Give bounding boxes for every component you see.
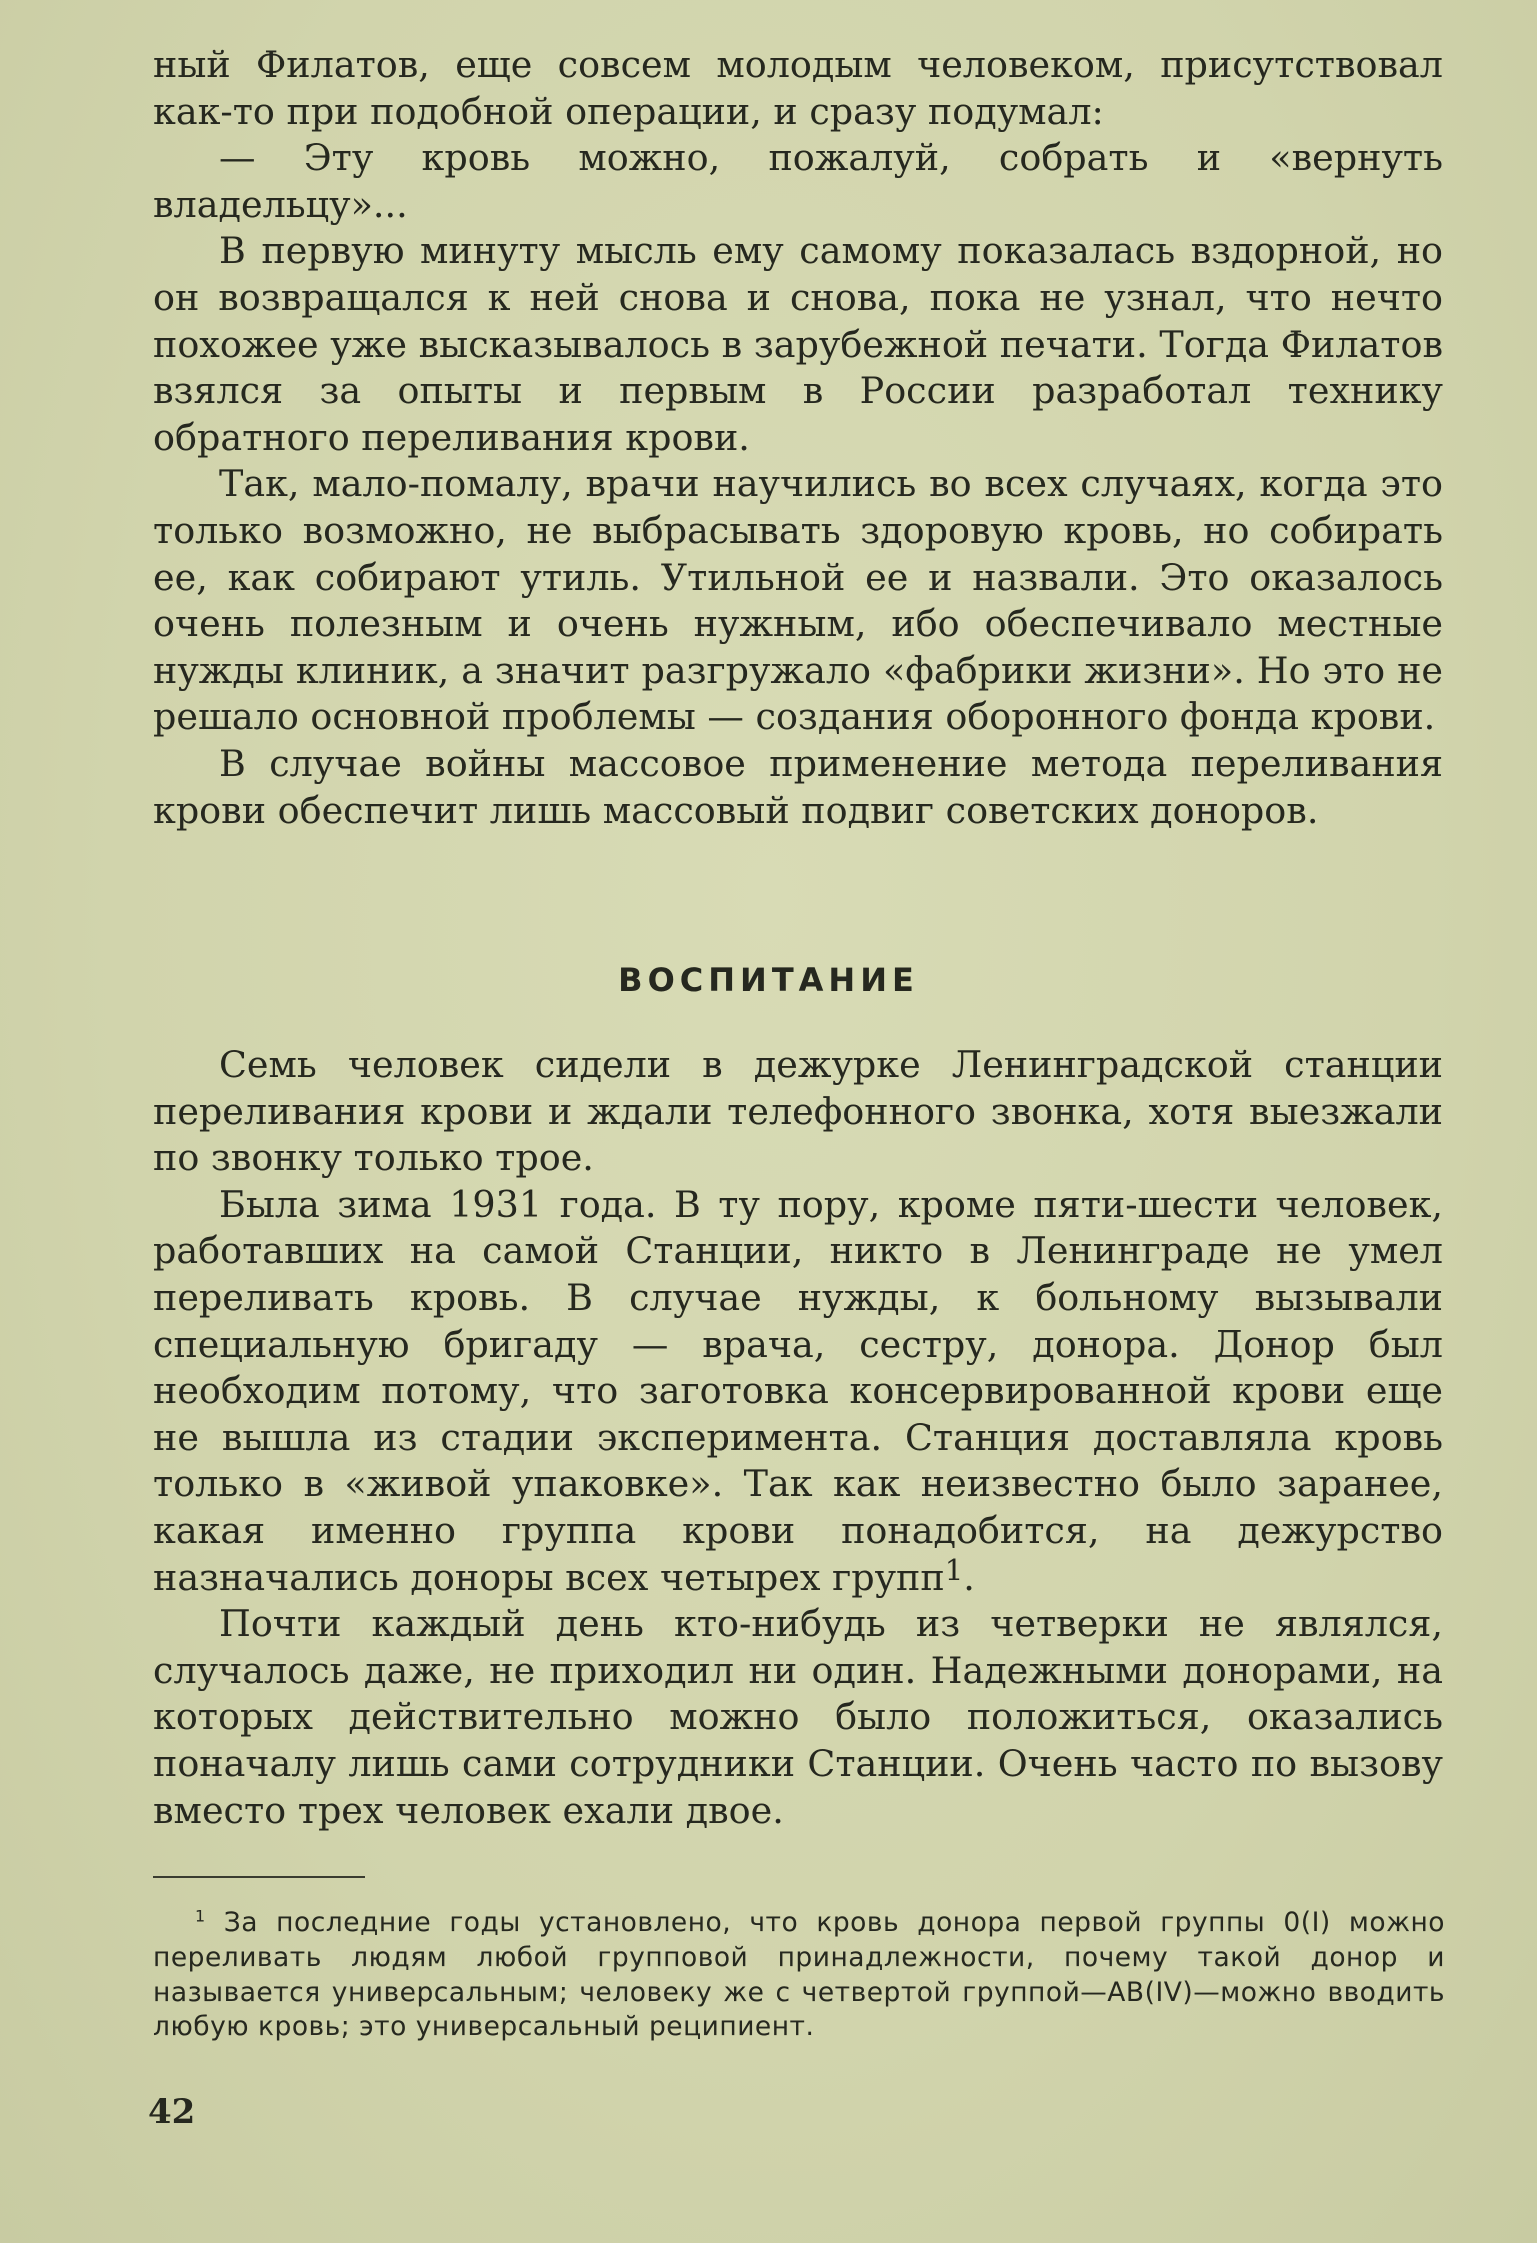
- paragraph-util-blood: Так, мало-помалу, врачи научились во всех случаях, когда это только возможно, не выбрасывать здоровую кровь, но собирать ее, как собирают утиль. Утильной ее и назвали. Это оказалось очень полезным и очень нужным, ибо обеспечивало местные нужды клиник, а значит разгружало «фабрики жизни». Но это не решало основной проблемы — создания оборонного фонда крови.: [153, 462, 1443, 739]
- paragraph-winter-1931-end: .: [963, 1555, 975, 1599]
- footnote-item: [153, 1906, 1445, 2045]
- paragraph-winter-1931: [153, 1182, 1443, 1601]
- footnote-reference[interactable]: 1: [944, 1552, 964, 1587]
- paragraph-duty-room: Семь человек сидели в дежурке Ленинградской станции переливания крови и ждали телефонного звонка, хотя выезжали по звонку только трое.: [153, 1043, 1443, 1180]
- paragraph-war: В случае войны массовое применение метода переливания крови обеспечит лишь массовый подвиг советских доноров.: [153, 741, 1443, 832]
- paragraph-donors-absent: Почти каждый день кто-нибудь из четверки не являлся, случалось даже, не приходил ни один. Надежными донорами, на которых действительно можно было положиться, оказались поначалу лишь сами сотрудники Станции. Очень часто по вызову вместо трех человек ехали двое.: [153, 1602, 1443, 1832]
- text-block-top: [153, 42, 1443, 834]
- paragraph-filatov: В первую минуту мысль ему самому показалась вздорной, но он возвращался к ней снова и снова, пока не узнал, что нечто похожее уже высказывалось в зарубежной печати. Тогда Филатов взялся за опыты и первым в России разработал технику обратного переливания крови.: [153, 229, 1443, 459]
- page-number: 42: [148, 2092, 196, 2132]
- footnote-block: [153, 1906, 1445, 2045]
- footnote-text: За последние годы установлено, что кровь донора первой группы 0(I) можно переливать людям любой групповой принадлежности, почему такой донор и называется универсальным; человеку же с четвертой группой—AB(IV)—можно вводить любую кровь; это универсальный реципиент.: [153, 1907, 1445, 2043]
- paragraph-winter-1931-text: Была зима 1931 года. В ту пору, кроме пяти-шести человек, работавших на самой Станции, никто в Ленинграде не умел переливать кровь. В случае нужды, к больному вызывали специальную бригаду — врача, сестру, донора. Донор был необходим потому, что заготовка консервированной крови еще не вышла из стадии эксперимента. Станция доставляла кровь только в «живой упаковке». Так как неизвестно было заранее, какая именно группа крови понадобится, на дежурство назначались доноры всех четырех групп: [153, 1182, 1443, 1599]
- paragraph-continuation: ный Филатов, еще совсем молодым человеком, присутствовал как-то при подобной операции, и сразу подумал:: [153, 43, 1443, 133]
- footnote-marker: 1: [195, 1906, 206, 1926]
- section-heading: ВОСПИТАНИЕ: [618, 961, 919, 999]
- paragraph-quote: — Эту кровь можно, пожалуй, собрать и «вернуть владельцу»...: [153, 136, 1443, 226]
- footnote-divider: [153, 1876, 365, 1878]
- text-block-section: [153, 1042, 1443, 1834]
